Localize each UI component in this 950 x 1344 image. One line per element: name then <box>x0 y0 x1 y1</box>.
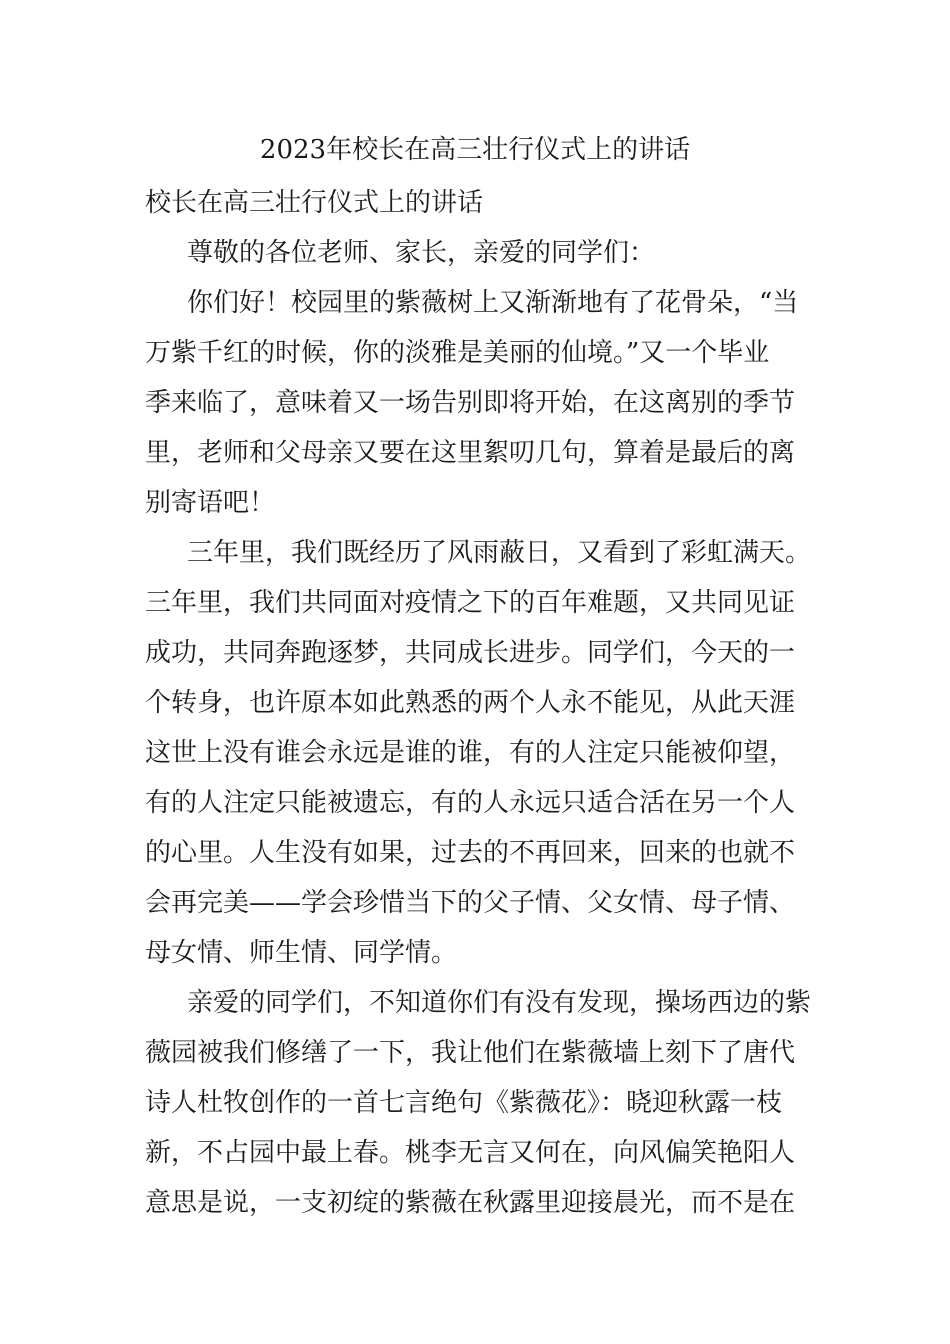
document-title: 2023年校长在高三壮行仪式上的讲话 <box>259 135 691 165</box>
paragraph-line: 三年里，我们共同面对疫情之下的百年难题，又共同见证 <box>145 588 796 618</box>
paragraph-line: 别寄语吧！ <box>145 488 276 518</box>
paragraph-line: 里，老师和父母亲又要在这里絮叨几句，算着是最后的离 <box>145 438 796 468</box>
paragraph-line: 的心里。人生没有如果，过去的不再回来，回来的也就不 <box>145 838 796 868</box>
paragraph-line: 新，不占园中最上春。桃李无言又何在，向风偏笑艳阳人 <box>145 1138 796 1168</box>
paragraph-line: 这世上没有谁会永远是谁的谁，有的人注定只能被仰望， <box>145 738 796 768</box>
paragraph-line: 薇园被我们修缮了一下，我让他们在紫薇墙上刻下了唐代 <box>145 1038 796 1068</box>
paragraph-line: 亲爱的同学们，不知道你们有没有发现，操场西边的紫 <box>187 988 812 1018</box>
paragraph-line: 个转身，也许原本如此熟悉的两个人永不能见，从此天涯 <box>145 688 796 718</box>
paragraph-line: 季来临了，意味着又一场告别即将开始，在这离别的季节 <box>145 388 796 418</box>
paragraph-line: 万紫千红的时候，你的淡雅是美丽的仙境。”又一个毕业 <box>145 338 770 368</box>
paragraph-line: 诗人杜牧创作的一首七言绝句《紫薇花》：晓迎秋露一枝 <box>145 1088 783 1118</box>
document-subtitle: 校长在高三壮行仪式上的讲话 <box>145 188 484 218</box>
paragraph-line: 你们好！校园里的紫薇树上又渐渐地有了花骨朵，“当 <box>187 288 799 318</box>
paragraph-line: 有的人注定只能被遗忘，有的人永远只适合活在另一个人 <box>145 788 796 818</box>
paragraph-line: 意思是说，一支初绽的紫薇在秋露里迎接晨光，而不是在 <box>145 1188 796 1218</box>
paragraph-line: 会再完美——学会珍惜当下的父子情、父女情、母子情、 <box>145 888 796 918</box>
paragraph-line: 三年里，我们既经历了风雨蔽日，又看到了彩虹满天。 <box>187 538 812 568</box>
paragraph-line: 母女情、师生情、同学情。 <box>145 938 458 968</box>
salutation-line: 尊敬的各位老师、家长，亲爱的同学们： <box>187 238 656 268</box>
paragraph-line: 成功，共同奔跑逐梦，共同成长进步。同学们，今天的一 <box>145 638 796 668</box>
